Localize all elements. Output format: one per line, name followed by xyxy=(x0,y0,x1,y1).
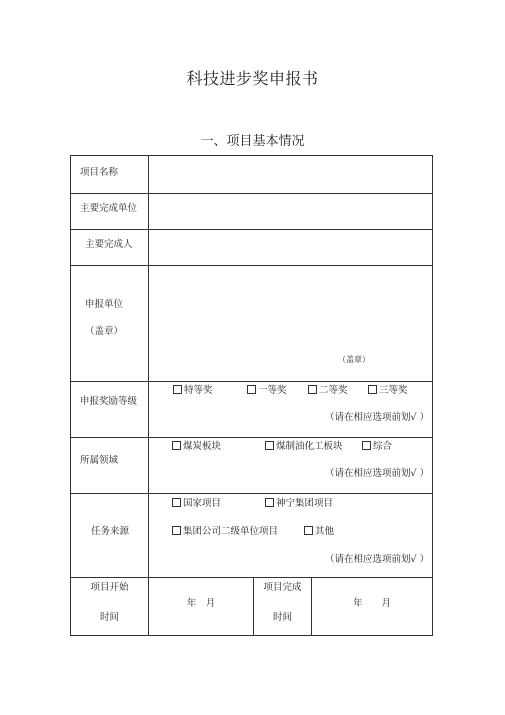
checkbox-icon xyxy=(173,385,182,394)
application-form-table xyxy=(70,155,433,636)
checkbox-icon xyxy=(368,385,377,394)
tick-hint: （请在相应选项前划√ ） xyxy=(325,468,430,479)
field-option-coal-chemical[interactable]: 煤制油化工板块 xyxy=(265,441,343,453)
start-time-label-line2: 时间 xyxy=(99,612,119,623)
field-label: 所属领域 xyxy=(80,455,119,466)
applicant-unit-seal-label: （盖章） xyxy=(85,326,124,337)
row-divider xyxy=(71,577,432,578)
source-label: 任务来源 xyxy=(91,526,130,537)
main-unit-field[interactable] xyxy=(149,194,432,229)
tick-hint: （请在相应选项前划√ ） xyxy=(325,412,430,423)
checkbox-icon xyxy=(308,385,317,394)
main-unit-label: 主要完成单位 xyxy=(80,203,138,214)
project-name-label: 项目名称 xyxy=(80,167,119,178)
start-time-value[interactable]: 年 月 xyxy=(186,598,216,609)
seal-hint: （盖章） xyxy=(338,355,370,364)
document-title: 科技进步奖申报书 xyxy=(186,69,319,88)
source-option-subsidiary[interactable]: 集团公司二级单位项目 xyxy=(172,526,278,538)
row-divider xyxy=(71,437,432,438)
start-time-label-line1: 项目开始 xyxy=(90,582,129,593)
field-option-coal[interactable]: 煤炭板块 xyxy=(172,441,221,453)
award-option-first[interactable]: 一等奖 xyxy=(247,385,287,397)
source-option-other[interactable]: 其他 xyxy=(304,526,334,538)
checkbox-icon xyxy=(172,441,181,450)
row-divider xyxy=(71,493,432,494)
section-title: 一、项目基本情况 xyxy=(200,134,305,149)
applicant-unit-field[interactable] xyxy=(149,266,432,381)
checkbox-icon xyxy=(265,498,274,507)
checkbox-icon xyxy=(247,385,256,394)
checkbox-icon xyxy=(172,498,181,507)
project-name-field[interactable] xyxy=(149,157,432,193)
field-option-general[interactable]: 综合 xyxy=(362,441,392,453)
award-option-second[interactable]: 二等奖 xyxy=(308,385,348,397)
tick-hint: （请在相应选项前划√ ） xyxy=(325,554,430,565)
row-divider xyxy=(71,381,432,382)
main-person-field[interactable] xyxy=(149,230,432,265)
award-option-special[interactable]: 特等奖 xyxy=(173,385,213,397)
main-person-label: 主要完成人 xyxy=(85,239,133,250)
award-level-label: 申报奖励等级 xyxy=(80,396,138,407)
end-time-label-line2: 时间 xyxy=(272,612,292,623)
checkbox-icon xyxy=(265,441,274,450)
applicant-unit-label: 申报单位 xyxy=(85,299,124,310)
checkbox-icon xyxy=(304,526,313,535)
source-option-shenning[interactable]: 神宁集团项目 xyxy=(265,498,333,510)
end-time-label-line1: 项目完成 xyxy=(263,582,302,593)
checkbox-icon xyxy=(172,526,181,535)
award-option-third[interactable]: 三等奖 xyxy=(368,385,408,397)
source-option-national[interactable]: 国家项目 xyxy=(172,498,221,510)
checkbox-icon xyxy=(362,441,371,450)
end-time-value[interactable]: 年 月 xyxy=(352,598,391,609)
